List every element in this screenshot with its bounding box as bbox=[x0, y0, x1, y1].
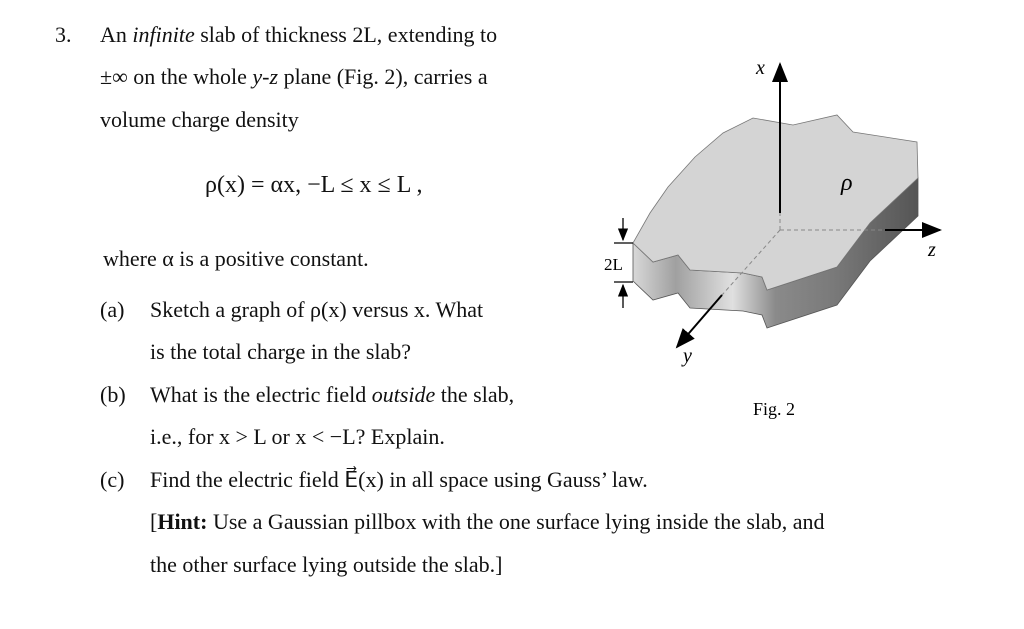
problem-number: 3. bbox=[55, 22, 72, 47]
z-axis-label: z bbox=[928, 239, 936, 261]
where-line: where α is a positive constant. bbox=[103, 246, 369, 271]
part-c-line-1: Find the electric field E⃗(x) in all space using Gauss’ law. bbox=[150, 467, 648, 492]
part-c-label: (c) bbox=[100, 467, 125, 492]
density-label: ρ bbox=[841, 170, 853, 196]
part-a-line-1: Sketch a graph of ρ(x) versus x. What bbox=[150, 297, 484, 322]
intro-line-2: ±∞ on the whole y-z plane (Fig. 2), carries a bbox=[100, 64, 488, 89]
intro-line-3: volume charge density bbox=[100, 107, 299, 132]
part-b-line-1: What is the electric field outside the slab, bbox=[150, 382, 515, 407]
intro-line-1: An infinite slab of thickness 2L, extending to bbox=[100, 22, 498, 47]
part-a-label: (a) bbox=[100, 297, 125, 322]
x-axis-label: x bbox=[756, 57, 765, 79]
figure-caption: Fig. 2 bbox=[753, 399, 796, 419]
hint-line-2: the other surface lying outside the slab.] bbox=[150, 552, 503, 577]
y-axis-label: y bbox=[683, 345, 692, 367]
part-a-line-2: is the total charge in the slab? bbox=[150, 339, 412, 364]
part-b-label: (b) bbox=[100, 382, 126, 407]
thickness-label: 2L bbox=[604, 255, 623, 274]
part-b-line-2: i.e., for x > L or x < −L? Explain. bbox=[150, 424, 445, 449]
hint-line-1: [Hint: Use a Gaussian pillbox with the one surface lying inside the slab, and bbox=[150, 509, 825, 534]
charge-density-equation: ρ(x) = αx, −L ≤ x ≤ L , bbox=[205, 172, 423, 198]
